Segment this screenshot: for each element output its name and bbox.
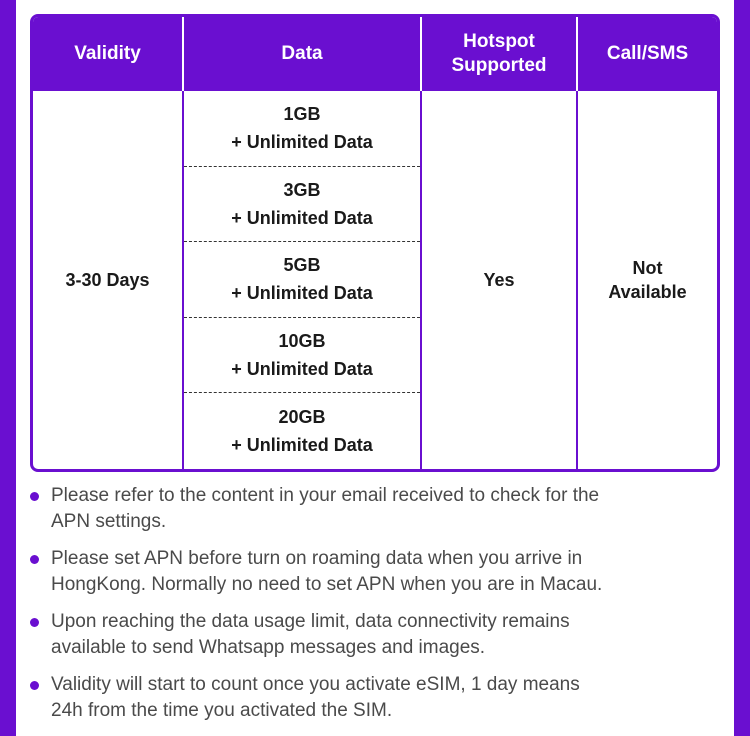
- call-sms-cell: [578, 91, 717, 469]
- header-hotspot-line1: Hotspot: [463, 31, 535, 52]
- data-row: [184, 318, 420, 394]
- header-data: Data: [184, 17, 422, 91]
- list-item: [30, 609, 720, 661]
- list-item: [30, 483, 720, 535]
- data-extra: + Unlimited Data: [231, 283, 373, 304]
- bullet-icon: [30, 618, 39, 627]
- plan-table: [30, 14, 720, 472]
- hotspot-cell: Yes: [422, 91, 578, 469]
- note-line: HongKong. Normally no need to set APN when you are in Macau.: [51, 574, 603, 595]
- header-validity: Validity: [33, 17, 184, 91]
- data-column: [184, 91, 422, 469]
- data-amount: 5GB: [283, 255, 321, 276]
- table-header: [33, 17, 717, 91]
- list-item: [30, 546, 720, 598]
- data-extra: + Unlimited Data: [231, 435, 373, 456]
- data-extra: + Unlimited Data: [231, 207, 373, 228]
- note-line: Validity will start to count once you activate eSIM, 1 day means: [51, 674, 580, 695]
- note-line: 24h from the time you activated the SIM.: [51, 700, 393, 721]
- data-row: [184, 393, 420, 469]
- content-panel: [16, 0, 734, 736]
- header-call-sms: Call/SMS: [606, 43, 689, 64]
- header-hotspot: [422, 17, 578, 91]
- bullet-icon: [30, 681, 39, 690]
- data-row: [184, 242, 420, 318]
- bullet-icon: [30, 492, 39, 501]
- data-row: [184, 91, 420, 167]
- note-line: Upon reaching the data usage limit, data connectivity remains: [51, 611, 570, 632]
- note-line: APN settings.: [51, 511, 167, 532]
- validity-cell: 3-30 Days: [33, 91, 184, 469]
- table-body: [33, 91, 717, 469]
- note-line: Please set APN before turn on roaming data when you arrive in: [51, 548, 583, 569]
- data-row: [184, 167, 420, 243]
- data-amount: 3GB: [283, 179, 321, 200]
- bullet-icon: [30, 555, 39, 564]
- data-extra: + Unlimited Data: [231, 132, 373, 153]
- data-amount: 1GB: [283, 104, 321, 125]
- list-item: [30, 672, 720, 724]
- data-amount: 20GB: [278, 407, 326, 428]
- note-line: available to send Whatsapp messages and images.: [51, 637, 486, 658]
- data-extra: + Unlimited Data: [231, 359, 373, 380]
- header-hotspot-line2: Supported: [451, 55, 547, 76]
- call-sms-line1: Not: [632, 258, 663, 278]
- call-sms-line2: Available: [608, 282, 687, 302]
- data-amount: 10GB: [278, 331, 326, 352]
- note-line: Please refer to the content in your email received to check for the: [51, 485, 600, 506]
- notes-list: [30, 483, 720, 735]
